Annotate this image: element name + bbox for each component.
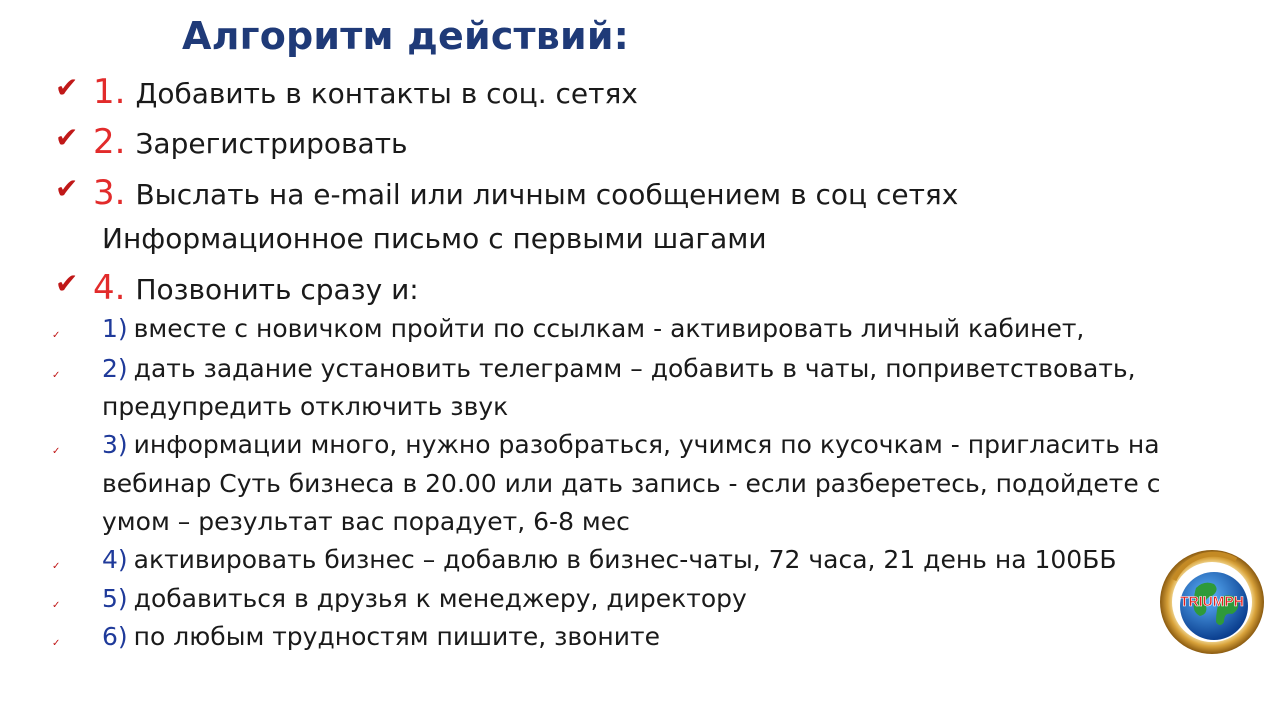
sub-item-5	[102, 584, 747, 613]
sub-item-text: дать задание установить телеграмм – добавить в чаты, поприветствовать,	[133, 354, 1136, 383]
sub-item-text: информации много, нужно разобраться, учимся по кусочкам - пригласить на	[133, 430, 1160, 459]
checkmark-icon: ✔	[55, 121, 79, 154]
main-item-number: 1.	[93, 72, 126, 112]
main-item-3-continuation: Информационное письмо с первыми шагами	[102, 222, 767, 255]
sub-item-number: 3)	[102, 430, 128, 459]
small-check-icon: ✓	[52, 370, 61, 381]
sub-item-text: вместе с новичком пройти по ссылкам - активировать личный кабинет,	[133, 314, 1085, 343]
checkmark-icon: ✔	[55, 172, 79, 205]
small-check-icon: ✓	[52, 446, 61, 457]
checkmark-icon: ✔	[55, 267, 79, 300]
sub-item-number: 6)	[102, 622, 128, 651]
sub-item-3-line-3: умом – результат вас порадует, 6-8 мес	[102, 507, 630, 536]
checkmark-icon: ✔	[55, 71, 79, 104]
main-item-3	[55, 173, 958, 213]
main-item-text: Позвонить сразу и:	[135, 273, 419, 306]
small-check-icon: ✓	[52, 561, 61, 572]
sub-item-number: 1)	[102, 314, 128, 343]
sub-item-2-line-2: предупредить отключить звук	[102, 392, 509, 421]
small-check-icon: ✓	[52, 638, 61, 649]
sub-item-text: добавиться в друзья к менеджеру, директору	[133, 584, 747, 613]
sub-item-6	[102, 622, 660, 651]
slide-title: Алгоритм действий:	[182, 14, 630, 58]
logo-text: TRIUMPH	[1180, 593, 1244, 609]
sub-item-3-line-2: вебинар Суть бизнеса в 20.00 или дать запись - если разберетесь, подойдете с	[102, 469, 1161, 498]
main-item-text: Добавить в контакты в соц. сетях	[135, 77, 638, 110]
main-item-number: 2.	[93, 122, 126, 162]
main-item-number: 4.	[93, 268, 126, 308]
sub-item-number: 5)	[102, 584, 128, 613]
sub-item-text: активировать бизнес – добавлю в бизнес-чаты, 72 часа, 21 день на 100ББ	[133, 545, 1117, 574]
main-item-1	[55, 72, 638, 112]
sub-item-3	[102, 430, 1160, 459]
small-check-icon: ✓	[52, 330, 61, 341]
main-item-2	[55, 122, 408, 162]
sub-item-1	[102, 314, 1084, 343]
globe-logo-icon	[1158, 548, 1266, 656]
sub-item-4	[102, 545, 1117, 574]
main-item-text: Выслать на e-mail или личным сообщением в соц сетях	[135, 178, 959, 211]
sub-item-number: 2)	[102, 354, 128, 383]
sub-item-2	[102, 354, 1136, 383]
sub-item-text: по любым трудностям пишите, звоните	[133, 622, 660, 651]
small-check-icon: ✓	[52, 600, 61, 611]
main-item-4	[55, 268, 419, 308]
main-item-number: 3.	[93, 173, 126, 213]
sub-item-number: 4)	[102, 545, 128, 574]
main-item-text: Зарегистрировать	[135, 127, 408, 160]
